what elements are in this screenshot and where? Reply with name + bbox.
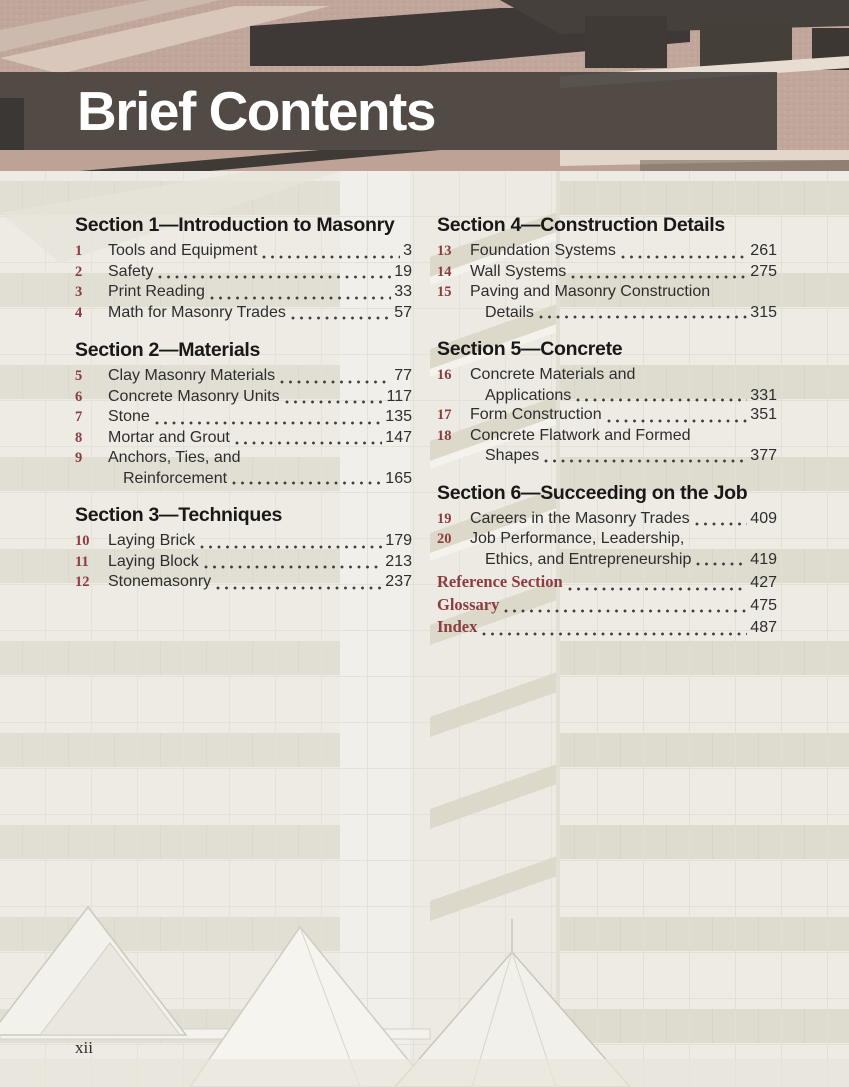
leader-dots (280, 379, 391, 385)
toc-entry[interactable] (75, 572, 412, 593)
leader-dots (204, 564, 383, 570)
contents-page (0, 171, 849, 1087)
chapter-title: Shapes (485, 447, 540, 464)
chapter-number: 20 (437, 531, 452, 547)
chapter-title: Laying Brick (108, 532, 196, 549)
chapter-title: Careers in the Masonry Trades (470, 509, 690, 527)
chapter-number: 19 (437, 510, 452, 527)
toc-section-6 (437, 482, 777, 639)
toc-entry-continuation[interactable] (75, 469, 412, 489)
toc-entry[interactable] (75, 552, 412, 573)
chapter-title: Mortar and Grout (108, 428, 230, 446)
chapter-title: Job Performance, Leadership, (470, 530, 685, 547)
chapter-title: Safety (108, 262, 154, 280)
chapter-number: 8 (75, 429, 83, 446)
page-number: 275 (750, 262, 777, 280)
page-number: 19 (394, 262, 412, 280)
page-number: 487 (750, 619, 777, 636)
backmatter-label: Index (437, 617, 478, 636)
leader-dots (235, 440, 382, 446)
backmatter-entry[interactable] (437, 594, 777, 617)
title-banner (0, 72, 777, 150)
leader-dots (158, 274, 391, 280)
chapter-number: 13 (437, 243, 452, 259)
toc-entry-continuation[interactable] (437, 446, 777, 466)
toc-entry[interactable] (437, 529, 777, 550)
leader-dots (539, 314, 747, 320)
chapter-number: 9 (75, 450, 83, 466)
backmatter-entry[interactable] (437, 571, 777, 594)
page-number: 351 (750, 406, 777, 423)
toc-entry[interactable] (437, 509, 777, 530)
chapter-number: 18 (437, 427, 452, 444)
page-number: 147 (385, 428, 412, 446)
chapter-number: 15 (437, 284, 452, 300)
leader-dots (285, 399, 384, 405)
chapter-number: 6 (75, 388, 83, 405)
page-number: 419 (750, 550, 777, 568)
page-number: 57 (394, 303, 412, 321)
chapter-number: 4 (75, 304, 83, 321)
page-number: 33 (394, 283, 412, 300)
page-number: 165 (385, 469, 412, 487)
toc-section-2 (75, 339, 412, 488)
table-of-contents (75, 214, 777, 655)
chapter-title: Reinforcement (123, 469, 228, 487)
leader-dots (232, 480, 382, 486)
chapter-number: 11 (75, 553, 89, 570)
page-number: 427 (750, 574, 777, 591)
leader-dots (210, 295, 391, 301)
leader-dots (571, 274, 747, 280)
header-photo-band (0, 0, 849, 171)
chapter-title: Ethics, and Entrepreneurship (485, 550, 692, 568)
page-number: 135 (385, 408, 412, 425)
leader-dots (291, 315, 391, 321)
toc-section-5 (437, 338, 777, 466)
toc-entry[interactable] (75, 282, 412, 303)
toc-section-1 (75, 214, 412, 323)
chapter-title: Tools and Equipment (108, 242, 258, 259)
toc-entry[interactable] (437, 282, 777, 303)
chapter-title: Anchors, Ties, and (108, 449, 241, 466)
leader-dots (621, 254, 747, 260)
chapter-title: Form Construction (470, 406, 602, 423)
chapter-number: 2 (75, 263, 83, 280)
section-heading: Section 5—Concrete (437, 338, 623, 360)
chapter-number: 5 (75, 368, 83, 384)
leader-dots (155, 420, 382, 426)
leader-dots (568, 586, 748, 592)
toc-entry[interactable] (437, 241, 777, 262)
toc-section-4 (437, 214, 777, 322)
page-number: 237 (385, 573, 412, 590)
chapter-title: Foundation Systems (470, 242, 616, 259)
page-number: 315 (750, 303, 777, 321)
page-title: Brief Contents (77, 79, 435, 142)
page-number: 409 (750, 509, 777, 527)
chapter-title: Print Reading (108, 283, 205, 300)
chapter-title: Concrete Flatwork and Formed (470, 426, 691, 444)
chapter-title: Stone (108, 408, 150, 425)
section-heading: Section 6—Succeeding on the Job (437, 481, 748, 504)
toc-entry[interactable] (75, 366, 412, 387)
toc-entry[interactable] (75, 428, 412, 449)
toc-entry-continuation[interactable] (437, 550, 777, 570)
chapter-number: 14 (437, 263, 452, 280)
page-number: 117 (386, 387, 412, 405)
toc-column-right (437, 214, 777, 655)
toc-entry[interactable] (75, 387, 412, 408)
backmatter-label: Reference Section (437, 572, 563, 591)
toc-entry[interactable] (75, 262, 412, 283)
chapter-title: Paving and Masonry Construction (470, 283, 711, 300)
chapter-title: Laying Block (108, 552, 199, 570)
chapter-number: 17 (437, 407, 452, 423)
folio-page-number: xii (75, 1038, 93, 1057)
chapter-title: Concrete Masonry Units (108, 387, 280, 405)
leader-dots (200, 544, 382, 550)
page-number: 475 (750, 596, 777, 614)
toc-entry-continuation[interactable] (437, 303, 777, 323)
toc-entry[interactable] (437, 405, 777, 426)
chapter-number: 10 (75, 533, 90, 549)
page-number: 213 (385, 552, 412, 570)
page-number: 77 (394, 367, 412, 384)
toc-entry[interactable] (75, 448, 412, 469)
chapter-number: 16 (437, 367, 452, 383)
toc-entry[interactable] (75, 531, 412, 552)
page-number: 261 (750, 242, 777, 259)
toc-entry[interactable] (437, 426, 777, 447)
chapter-title: Concrete Materials and (470, 366, 636, 383)
leader-dots (262, 254, 400, 260)
page-number: 3 (403, 242, 412, 259)
toc-entry[interactable] (75, 303, 412, 324)
chapter-number: 3 (75, 284, 83, 300)
leader-dots (216, 585, 382, 591)
leader-dots (504, 608, 747, 614)
toc-entry-continuation[interactable] (437, 386, 777, 406)
leader-dots (696, 561, 747, 567)
page-number: 179 (385, 532, 412, 549)
chapter-number: 1 (75, 243, 83, 259)
toc-entry[interactable] (437, 365, 777, 386)
toc-entry[interactable] (75, 407, 412, 428)
toc-entry[interactable] (437, 262, 777, 283)
section-heading: Section 1—Introduction to Masonry (75, 214, 395, 236)
page-number: 331 (750, 386, 777, 404)
toc-column-left (75, 214, 412, 655)
section-heading: Section 2—Materials (75, 339, 261, 361)
section-heading: Section 3—Techniques (75, 504, 283, 526)
leader-dots (482, 631, 747, 637)
chapter-title: Math for Masonry Trades (108, 303, 286, 321)
backmatter-entry[interactable] (437, 616, 777, 639)
chapter-title: Details (485, 303, 534, 321)
toc-entry[interactable] (75, 241, 412, 262)
leader-dots (695, 521, 748, 527)
chapter-title: Applications (485, 386, 572, 404)
leader-dots (607, 418, 748, 424)
backmatter-label: Glossary (437, 594, 500, 614)
leader-dots (544, 458, 747, 464)
backmatter-list (437, 571, 777, 639)
chapter-number: 7 (75, 409, 83, 425)
chapter-title: Clay Masonry Materials (108, 367, 276, 384)
chapter-number: 12 (75, 574, 90, 590)
leader-dots (576, 397, 747, 403)
section-heading: Section 4—Construction Details (437, 214, 725, 236)
page-number: 377 (750, 447, 777, 464)
toc-section-3 (75, 504, 412, 593)
chapter-title: Wall Systems (470, 262, 567, 280)
chapter-title: Stonemasonry (108, 573, 212, 590)
